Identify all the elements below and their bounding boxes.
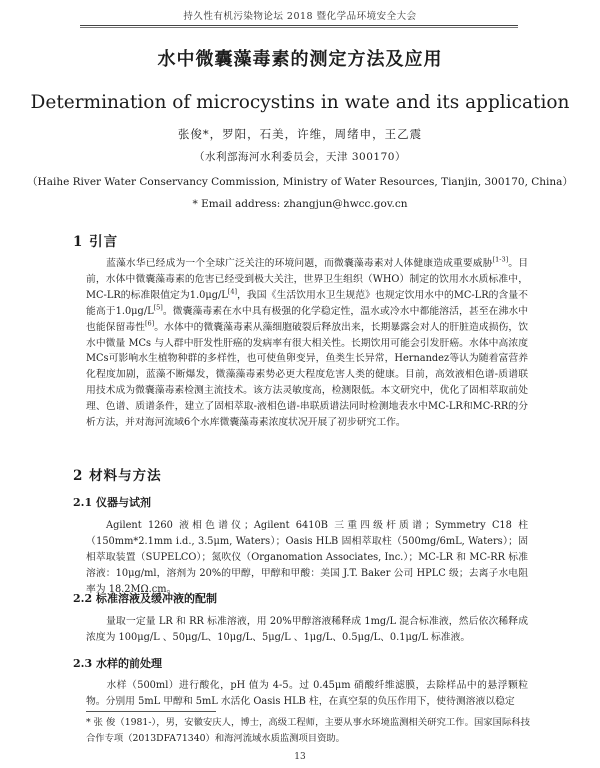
header-rule-thin (80, 27, 518, 28)
instruments-paragraph (86, 518, 528, 598)
section-heading-introduction: 1 引言 (73, 234, 119, 250)
citation-4: [6] (145, 319, 155, 328)
intro-text-2: 。目前，水体中微囊藻毒素的危害已经受到极大关注，世界卫生组织（WHO）制定的饮用水水质标准中，MC-LR的标准限值定为1.0μg/L (86, 258, 529, 301)
citation-1: [1-3] (492, 255, 509, 264)
citation-2: [4] (227, 287, 237, 296)
pretreatment-paragraph (86, 678, 528, 710)
subsection-heading-instruments: 2.1 仪器与试剂 (73, 496, 151, 509)
email-address: * Email address: zhangjun@hwcc.gov.cn (192, 198, 408, 210)
title-chinese: 水中微囊藻毒素的测定方法及应用 (157, 49, 443, 70)
footnote: * 张 俊（1981-），男，安徽安庆人，博士，高级工程师，主要从事水环境监测相关研究工作。国家国际科技合作专项（2013DFA71340）和海河流域水质监测项目资助。 (86, 717, 530, 744)
intro-text-1: 蓝藻水华已经成为一个全球广泛关注的环境问题，而微囊藻毒素对人体健康造成重要威胁 (106, 258, 493, 269)
standard-solutions-paragraph (86, 614, 528, 646)
subsection-heading-standard-solutions: 2.2 标准溶液及缓冲液的配制 (73, 592, 217, 605)
affiliation-chinese: （水利部海河水利委员会，天津 300170） (194, 151, 406, 163)
intro-text-4: 。微囊藻毒素在水中具有极强的化学稳定性，温水或冷水中都能溶活，甚至在沸水中也能保留毒性 (86, 305, 529, 333)
page-number: 13 (294, 752, 306, 762)
section-heading-materials-methods: 2 材料与方法 (73, 468, 162, 484)
subsection-heading-pretreatment: 2.3 水样的前处理 (73, 657, 162, 670)
intro-text-5: 。水体中的微囊藻毒素从藻细胞破裂后释放出来，长期暴露会对人的肝脏造成损伤，饮水中微量 MCs 与人群中肝发性肝癌的发病率有很大相关性。长期饮用可能会引发肝癌。水体中高浓度MCs可影响水生植物种群的多样性，也可使鱼卵变异，鱼类生长异常，Hernandez等认为随着富营养化程度加剧，蓝藻不断爆发，微藻藻毒素势必更大程度危害人类的健康。目前，高效液相色谱-质谱联用技术成为微囊藻毒素检测主流技术。该方法灵敏度高，检测限低。本文研究中，优化了固相萃取前处理、色谱、质谱条件，建立了固相萃取-液相色谱-串联质谱法同时检测地表水中MC-LR和MC-RR的分析方法，并对海河流域6个水库微囊藻毒素浓度状况开展了初步研究工作。 (86, 321, 528, 429)
footnote-rule (86, 711, 216, 712)
instruments-text: Agilent 1260 液相色谱仪；Agilent 6410B 三重四级杆质谱；Symmetry C18 柱（150mm*2.1mm i.d., 3.5μm, Waters）；Oasis HLB 固相萃取柱（500mg/6mL, Waters）；固相萃取装置（SUPELCO）；氮吹仪（Organomation Associates, Inc.）；MC-LR 和 MC-RR 标准溶液：10μg/ml，溶剂为 20%的甲醇，甲醇和甲酸：美国 J.T. Baker 公司 HPLC 级；去离子水电阻率为 18.2MΩ.cm。 (86, 520, 528, 595)
affiliation-english: （Haihe River Water Conservancy Commission, Ministry of Water Resources, Tianjin, 300170, China） (27, 176, 573, 188)
header-rule (80, 25, 518, 26)
intro-text-3: ，我国《生活饮用水卫生规范》也规定饮用水中的MC-LR的含量不能高于1.0μg/L (86, 289, 528, 317)
title-english: Determination of microcystins in wate and its application (30, 92, 570, 113)
citation-3: [5] (153, 303, 163, 312)
introduction-paragraph (86, 256, 528, 431)
pretreatment-text: 水样（500ml）进行酸化，pH 值为 4-5。过 0.45μm 硝酸纤维滤膜，去除样品中的悬浮颗粒物。分别用 5mL 甲醇和 5mL 水活化 Oasis HLB 柱，在真空泵的负压作用下，使待测溶液以稳定 (86, 680, 528, 707)
running-head: 持久性有机污染物论坛 2018 暨化学品环境安全大会 (183, 11, 417, 22)
authors: 张俊*，罗阳，石美，许维，周绪申，王乙震 (177, 127, 423, 141)
standard-solutions-text: 量取一定量 LR 和 RR 标准溶液，用 20%甲醇溶液稀释成 1mg/L 混合标准液，然后依次稀释成浓度为 100μg/L 、50μg/L、10μg/L、5μg/L 、1μg/L、0.5μg/L、0.1μg/L 标准液。 (86, 616, 528, 643)
